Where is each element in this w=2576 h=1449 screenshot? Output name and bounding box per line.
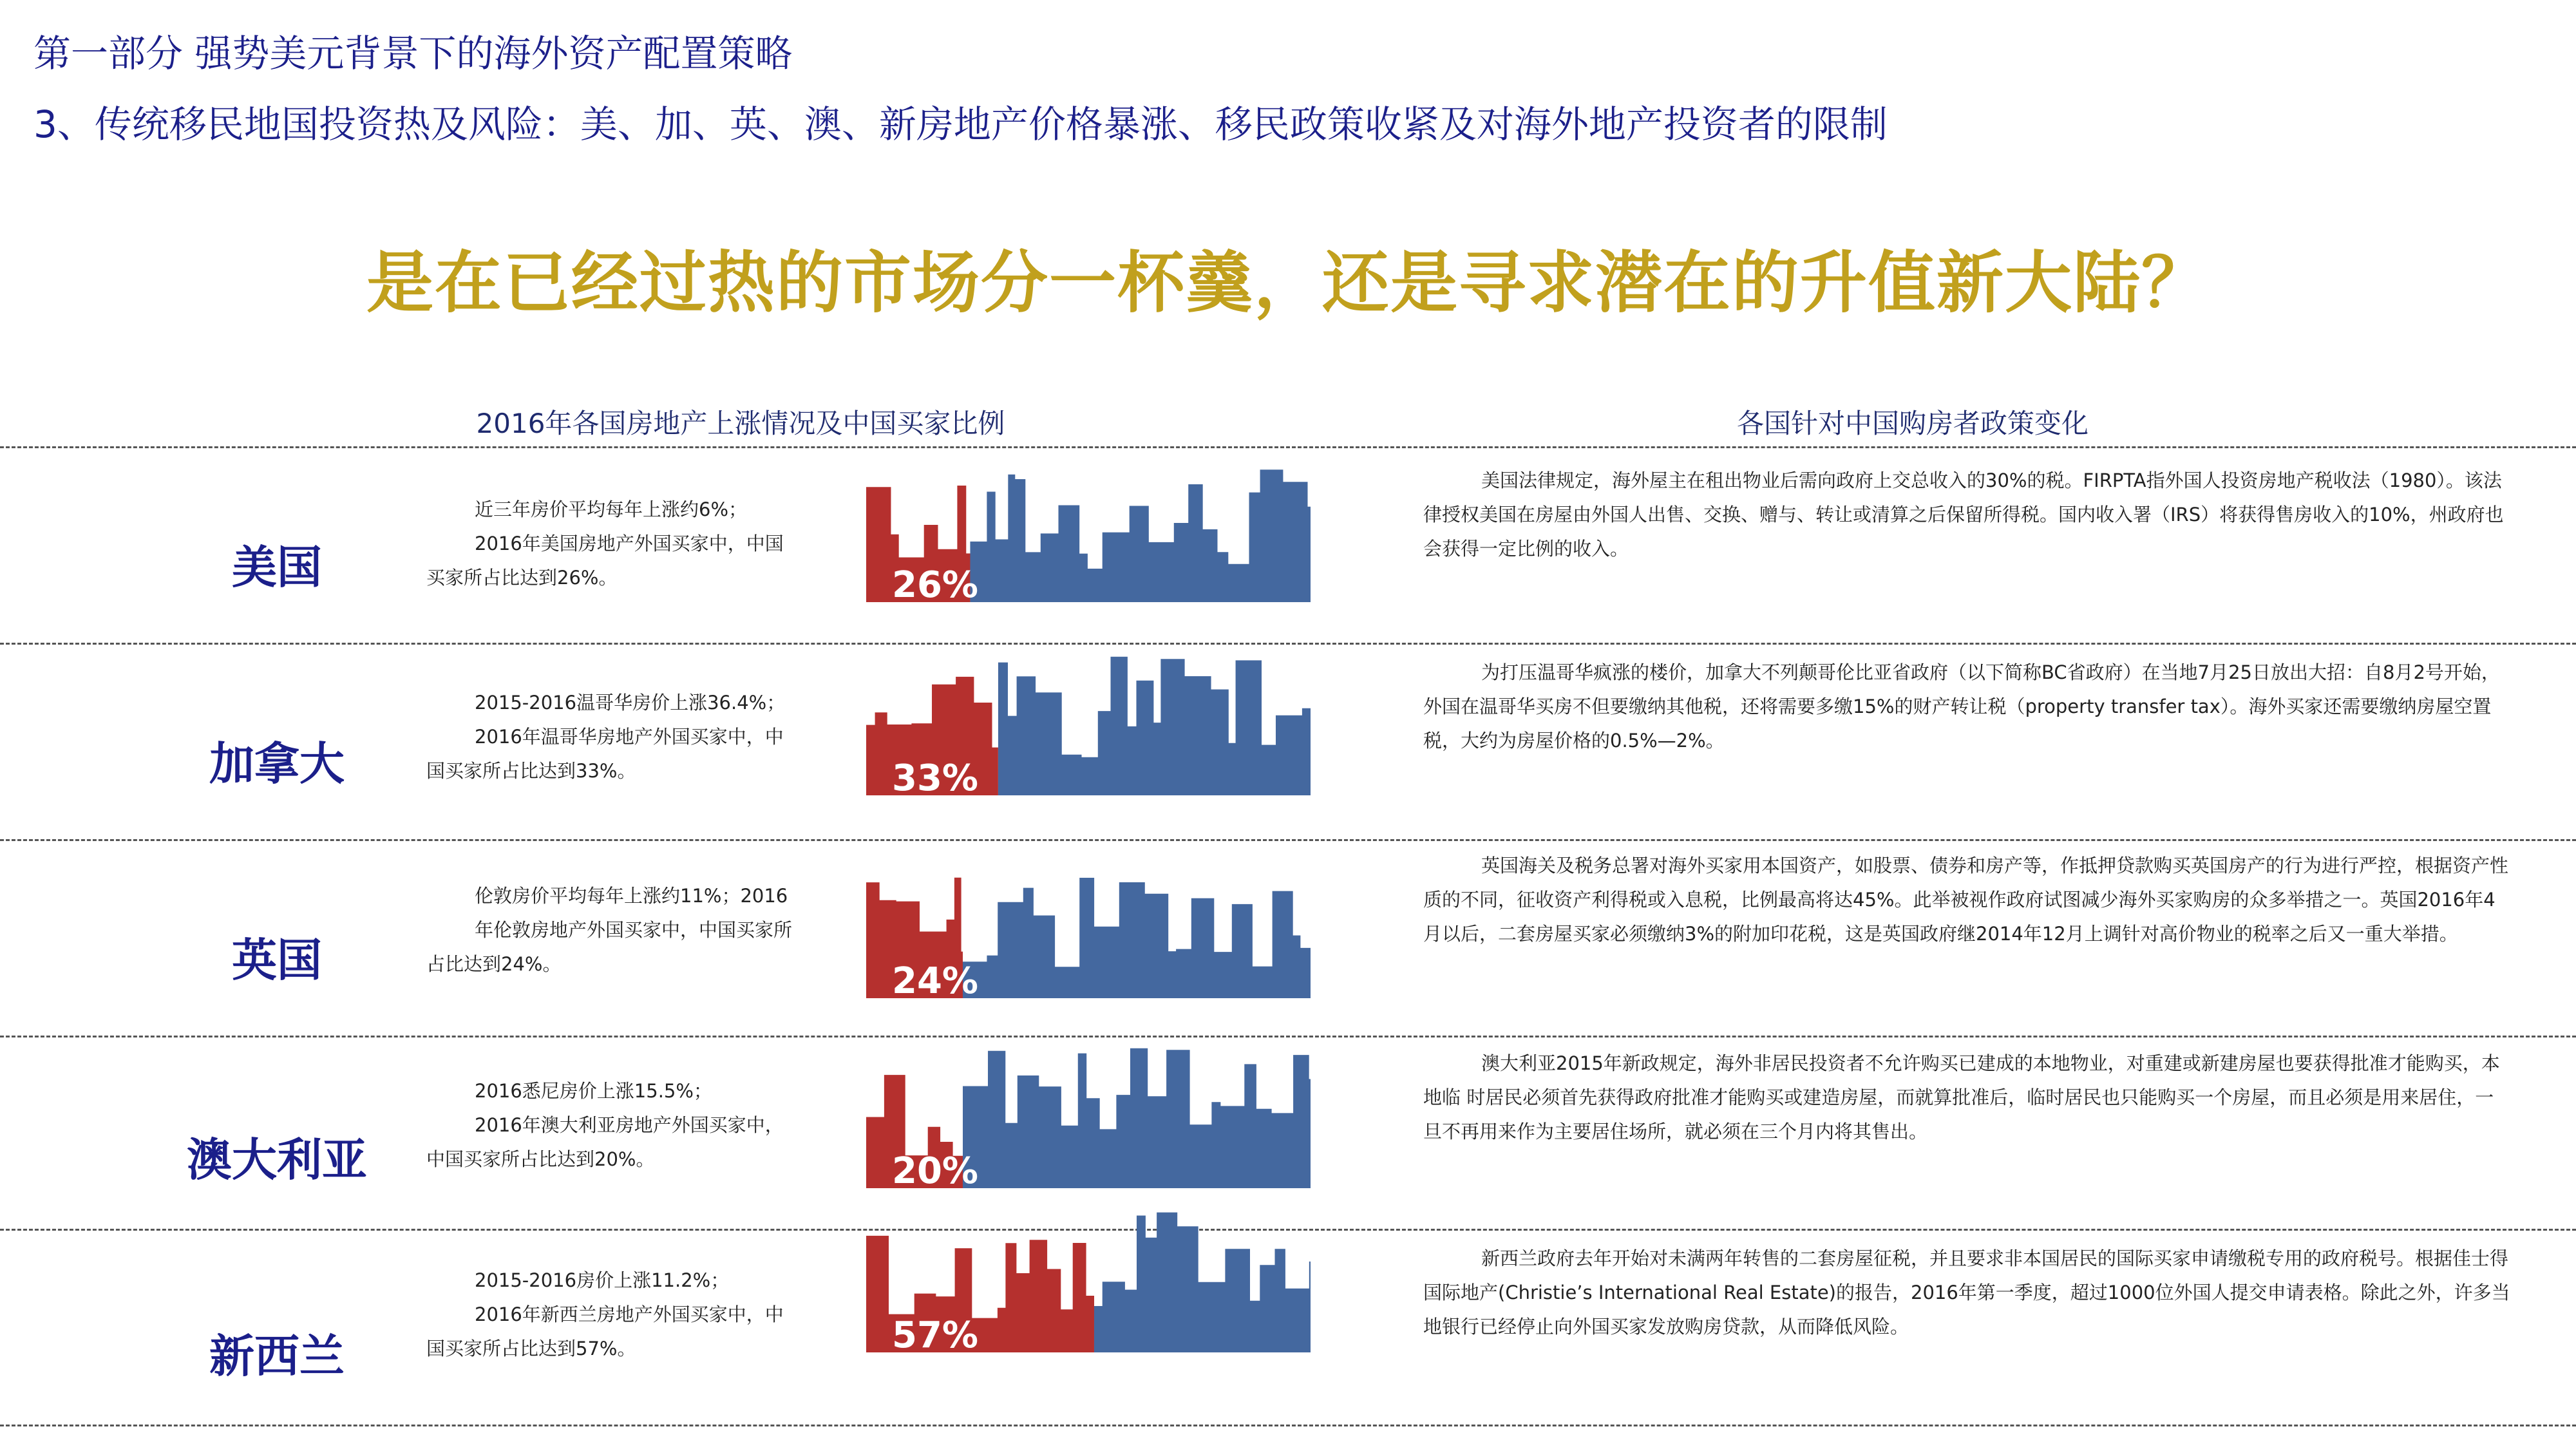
chinese-buyer-percent-label: 33% [892,757,979,799]
stats-line1: 2015-2016温哥华房价上涨36.4%； [475,692,786,714]
headline: 是在已经过热的市场分一杯羹，还是寻求潜在的升值新大陆？ [366,243,2210,322]
stats-line2: 年伦敦房地产外国买家中，中国买家所占比达到24%。 [426,919,793,975]
skyline-chart [866,840,1311,1005]
chinese-buyer-percent-label: 20% [892,1150,979,1192]
policy-text: 英国海关及税务总署对海外买家用本国资产，如股票、债券和房产等，作抵押贷款购买英国房产的行为进行严控，根据资产性质的不同，征收资产利得税或入息税，比例最高将达45%。此举被视作政府试图减少海外买家购房的众多举措之一。英国2016年4月以后，二套房屋买家必须缴纳3%的附加印花税，这是英国政府继2014年12月上调针对高价物业的税率之后又一重大举措。 [1423,855,2509,945]
price-stats [426,1074,800,1177]
country-label: 英国 [232,934,322,987]
left-column-title: 2016年各国房地产上涨情况及中国买家比例 [476,408,1005,439]
subsection-title: 3、传统移民地国投资热及风险：美、加、英、澳、新房地产价格暴涨、移民政策收紧及对海外地产投资者的限制 [33,102,1888,146]
policy-text: 新西兰政府去年开始对未满两年转售的二套房屋征税，并且要求非本国居民的国际买家申请缴税专用的政府税号。根据佳士得国际地产(Christie’s International Real Estate)的报告，2016年第一季度，超过1000位外国人提交申请表格。除此之外，许多当地银行已经停止向外国买家发放购房贷款，从而降低风险。 [1423,1247,2510,1338]
stats-line1: 近三年房价平均每年上涨约6%； [475,498,748,520]
stats-line2: 2016年澳大利亚房地产外国买家中，中国买家所占比达到20%。 [426,1114,784,1170]
skyline-blue-segment [1094,1213,1311,1352]
policy-text: 为打压温哥华疯涨的楼价，加拿大不列颠哥伦比亚省政府（以下简称BC省政府）在当地7月25日放出大招：自8月2号开始，外国在温哥华买房不但要缴纳其他税，还将需要多缴15%的财产转让税（property transfer tax）。海外买家还需要缴纳房屋空置税，大约为房屋价格的0.5%—2%。 [1423,661,2500,752]
row-divider [0,1425,2576,1426]
right-column-title: 各国针对中国购房者政策变化 [1736,408,2088,439]
price-stats [426,493,800,595]
section-title: 第一部分 强势美元背景下的海外资产配置策略 [33,32,793,75]
stats-line1: 2015-2016房价上涨11.2%； [475,1269,730,1291]
price-stats [426,1264,800,1366]
country-label: 美国 [232,541,322,594]
skyline-chart [866,1030,1311,1195]
stats-line2: 2016年新西兰房地产外国买家中，中国买家所占比达到57%。 [426,1303,784,1359]
skyline-chart [866,444,1311,609]
skyline-chart [866,1195,1311,1359]
country-label: 澳大利亚 [187,1133,367,1186]
country-label: 新西兰 [209,1330,345,1383]
skyline-blue-segment [963,878,1311,998]
stats-line2: 2016年美国房地产外国买家中，中国买家所占比达到26%。 [426,533,784,589]
country-label: 加拿大 [209,737,345,790]
chinese-buyer-percent-label: 26% [892,564,979,606]
stats-line1: 2016悉尼房价上涨15.5%； [475,1080,712,1102]
stats-line1: 伦敦房价平均每年上涨约11%；2016 [475,885,788,907]
price-stats [426,879,800,981]
stats-line2: 2016年温哥华房地产外国买家中，中国买家所占比达到33%。 [426,726,784,782]
policy-text: 美国法律规定，海外屋主在租出物业后需向政府上交总收入的30%的税。FIRPTA指外国人投资房地产税收法（1980）。该法律授权美国在房屋由外国人出售、交换、赠与、转让或清算之后保留所得税。国内收入署（IRS）将获得售房收入的10%，州政府也会获得一定比例的收入。 [1423,469,2504,560]
chinese-buyer-percent-label: 57% [892,1314,979,1356]
skyline-blue-segment [963,1048,1311,1188]
price-stats [426,686,800,788]
skyline-blue-segment [970,469,1311,602]
skyline-chart [866,638,1311,802]
skyline-blue-segment [998,657,1311,795]
chinese-buyer-percent-label: 24% [892,960,979,1002]
policy-text: 澳大利亚2015年新政规定，海外非居民投资者不允许购买已建成的本地物业，对重建或新建房屋也要获得批准才能购买，本地临 时居民必须首先获得政府批准才能购买或建造房屋，而就算批准后，临时居民也只能购买一个房屋，而且必须是用来居住，一旦不再用来作为主要居住场所，就必须在三个月内将其售出。 [1423,1052,2500,1142]
